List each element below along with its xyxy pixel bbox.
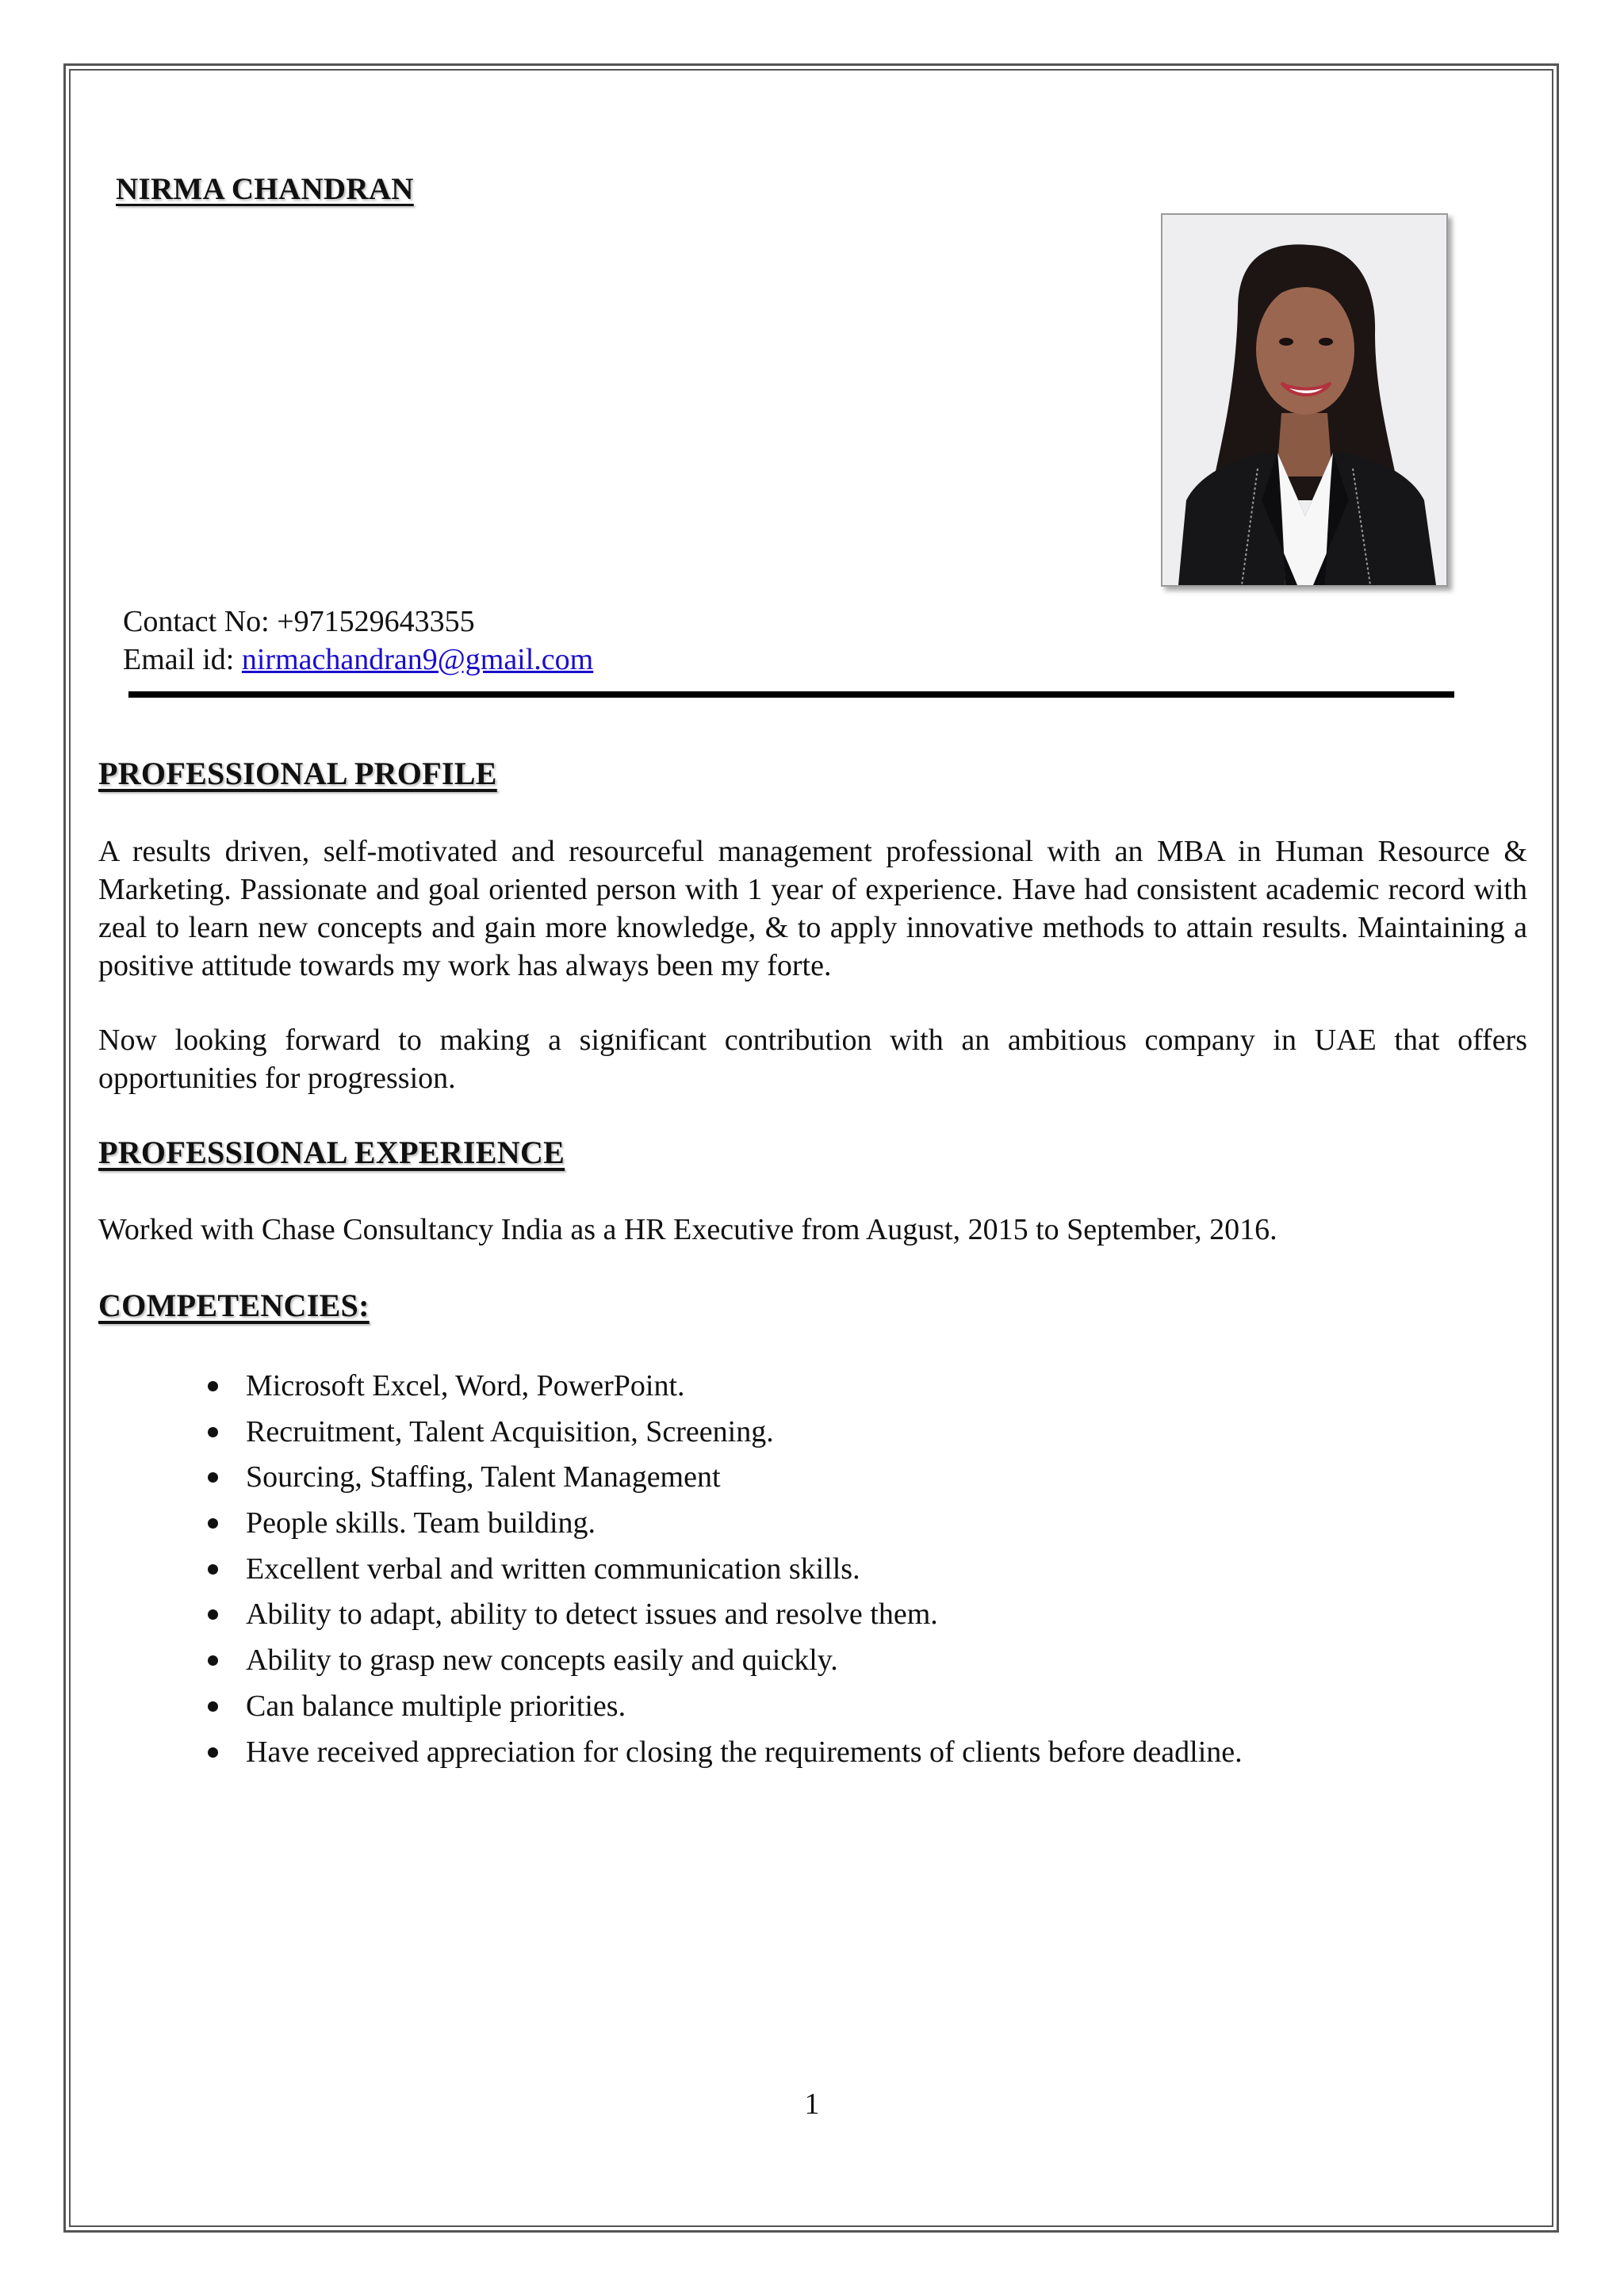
list-item [98, 1550, 1243, 1596]
bullet-icon [208, 1609, 218, 1620]
contact-number-line [123, 603, 593, 641]
email-label: Email id: [123, 643, 242, 676]
list-item [98, 1367, 1243, 1413]
candidate-name: NIRMA CHANDRAN [116, 172, 414, 206]
list-item [98, 1595, 1243, 1641]
bullet-icon [208, 1472, 218, 1483]
bullet-icon [208, 1564, 218, 1575]
experience-heading: PROFESSIONAL EXPERIENCE [98, 1135, 565, 1170]
profile-heading: PROFESSIONAL PROFILE [98, 756, 497, 791]
profile-paragraph-2: Now looking forward to making a significant contribution with an ambitious company in UAE that offers opportunities for progression. [98, 1024, 1527, 1095]
bullet-icon [208, 1701, 218, 1712]
bullet-icon [208, 1747, 218, 1758]
competency-text: Sourcing, Staffing, Talent Management [246, 1460, 721, 1494]
competency-text: Have received appreciation for closing the requirements of clients before deadline. [246, 1735, 1243, 1769]
competencies-list [98, 1367, 1243, 1778]
competency-text: Recruitment, Talent Acquisition, Screening. [246, 1414, 774, 1448]
list-item [98, 1413, 1243, 1459]
bullet-icon [208, 1381, 218, 1391]
contact-label: Contact No: [123, 605, 278, 638]
profile-photo-illustration [1162, 215, 1446, 585]
list-item [98, 1504, 1243, 1550]
competency-text: Ability to adapt, ability to detect issues and resolve them. [246, 1598, 938, 1632]
bullet-icon [208, 1655, 218, 1666]
page-number: 1 [804, 2087, 820, 2121]
bullet-icon [208, 1518, 218, 1529]
list-item [98, 1687, 1243, 1733]
list-item [98, 1458, 1243, 1504]
competencies-heading: COMPETENCIES: [98, 1288, 370, 1323]
contact-block [123, 603, 593, 679]
competency-text: People skills. Team building. [246, 1506, 596, 1540]
experience-text: Worked with Chase Consultancy India as a HR Executive from August, 2015 to September, 2016. [98, 1213, 1277, 1246]
profile-photo [1161, 213, 1448, 587]
competency-text: Can balance multiple priorities. [246, 1689, 626, 1723]
header-divider [128, 691, 1454, 698]
email-link[interactable]: nirmachandran9@gmail.com [241, 643, 594, 676]
email-line [123, 641, 593, 679]
competency-text: Ability to grasp new concepts easily and quickly. [246, 1644, 838, 1678]
competency-text: Microsoft Excel, Word, PowerPoint. [246, 1369, 685, 1402]
contact-number: +971529643355 [277, 605, 475, 638]
bullet-icon [208, 1427, 218, 1437]
list-item [98, 1733, 1243, 1779]
profile-paragraph-1: A results driven, self-motivated and resourceful management professional with an MBA in Human Resource & Marketing. Passionate and goal oriented person with 1 year of experience. Have had consistent academic record with zeal to learn new concepts and gain more knowledge, & to apply innovative methods to attain results. Maintaining a positive attitude towards my work has always been my forte. [98, 835, 1527, 982]
list-item [98, 1641, 1243, 1687]
competency-text: Excellent verbal and written communication skills. [246, 1552, 860, 1586]
